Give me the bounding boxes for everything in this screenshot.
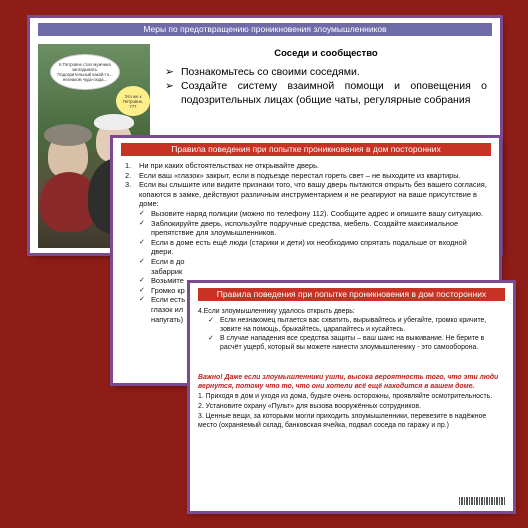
checkmark-icon: ✓ <box>208 335 214 342</box>
list-item: 2. Если ваш «глазок» закрыт, если в подъезде перестал гореть свет – не выходите из квартиры. <box>125 170 461 180</box>
check-item: ✓ Заблокируйте дверь, используйте подручные средства, мебель. Создайте максимальное препятствие для злоумышленников. <box>139 218 459 238</box>
list-item: ➢ Познакомьтесь со своими соседями. <box>165 66 360 78</box>
check-item: ✓ Если есть <box>139 295 186 305</box>
check-item: ✓ Возьмите <box>139 276 184 286</box>
slide-header: Правила поведения при попытке проникновения в дом посторонних <box>121 143 491 156</box>
checkmark-icon: ✓ <box>208 317 214 324</box>
check-item-cont: забаррик <box>151 266 183 276</box>
checkmark-icon: ✓ <box>139 238 145 246</box>
barcode-icon <box>459 497 505 505</box>
slide3-content <box>190 301 513 430</box>
slide1-title: Соседи и сообщество <box>274 48 378 59</box>
paragraph: 1. Приходя в дом и уходя из дома, будьте очень осторожны, проявляйте осмотрительность. <box>198 393 493 400</box>
checkmark-icon: ✓ <box>139 219 145 227</box>
slide1-list <box>165 65 487 107</box>
slide-header: Меры по предотвращению проникновения злоумышленников <box>38 23 492 36</box>
check-item: ✓ Если в доме есть ещё люди (старики и дети) их необходимо спрятать подальше от входной двери. <box>139 237 467 257</box>
check-item-cont: напугать) <box>151 314 184 324</box>
list-item: 3. Если вы слышите или видите признаки того, что вашу дверь пытаются открыть без вашего согласия, копаются в замке, действуют различным инструментарием и не реагируют на ваше присутствие в доме: <box>125 180 487 209</box>
list-item: 4.Если злоумышленнику удалось открыть дверь: <box>198 308 355 315</box>
arrow-icon: ➢ <box>165 66 174 78</box>
arrow-icon: ➢ <box>165 80 174 92</box>
paragraph: 2. Установите охрану «Пульт» для вызова вооружённых сотрудников. <box>198 403 421 410</box>
check-item: ✓ Вызовите наряд полиции (можно по телефону 112). Сообщите адрес и опишите вашу ситуацию. <box>139 208 483 218</box>
checkmark-icon: ✓ <box>139 257 145 265</box>
warning-text: Важно! Даже если злоумышленники ушли, высока вероятность того, что эти люди вернутся, потому что то, что они хотели всё ещё находится в вашем доме. <box>198 374 499 390</box>
list-item: ➢ Создайте систему взаимной помощи и оповещения о подозрительных лицах (общие чаты, регулярные собрания <box>165 80 487 106</box>
checkmark-icon: ✓ <box>139 296 145 304</box>
paragraph: 3. Ценные вещи, за которыми могли приходить злоумышленники, перевезите в надёжное место (охраняемый склад, банковская ячейка, подвал соседа по гаражу и пр.) <box>198 413 487 429</box>
check-item: ✓ Если в до <box>139 256 185 266</box>
checkmark-icon: ✓ <box>139 286 145 294</box>
check-item-cont: глазок ил <box>151 304 184 314</box>
check-item: ✓ Громко кр <box>139 285 185 295</box>
checkmark-icon: ✓ <box>139 209 145 217</box>
slide1-content <box>165 48 487 107</box>
slide-header: Правила поведения при попытке проникновения в дом посторонних <box>198 288 505 301</box>
checkmark-icon: ✓ <box>139 277 145 285</box>
woman-hat <box>44 124 92 146</box>
speech-bubble-left: К Петровне стал мужчина заглядывать. Подозрительный какой-то... незнаком чуда-сюда... <box>50 54 120 90</box>
slide-rules-2 <box>190 283 513 511</box>
check-item: ✓ Если незнакомец пытается вас схватить, вырывайтесь и убегайте, громко кричите, зовите на помощь, брыкайтесь, царапайтесь и кусайтесь. <box>208 317 487 333</box>
list-item: 1. Ни при каких обстоятельствах не открывайте дверь. <box>125 161 319 170</box>
man-hair <box>94 114 134 130</box>
speech-bubble-right: Это же к Петровне, 777 <box>116 86 150 116</box>
check-item: ✓ В случае нападения все средства защиты – ваш шанс на выживание. Не берите в расчёт ущерб, который вы можете нанести злоумышленнику - это самооборона. <box>208 335 485 351</box>
